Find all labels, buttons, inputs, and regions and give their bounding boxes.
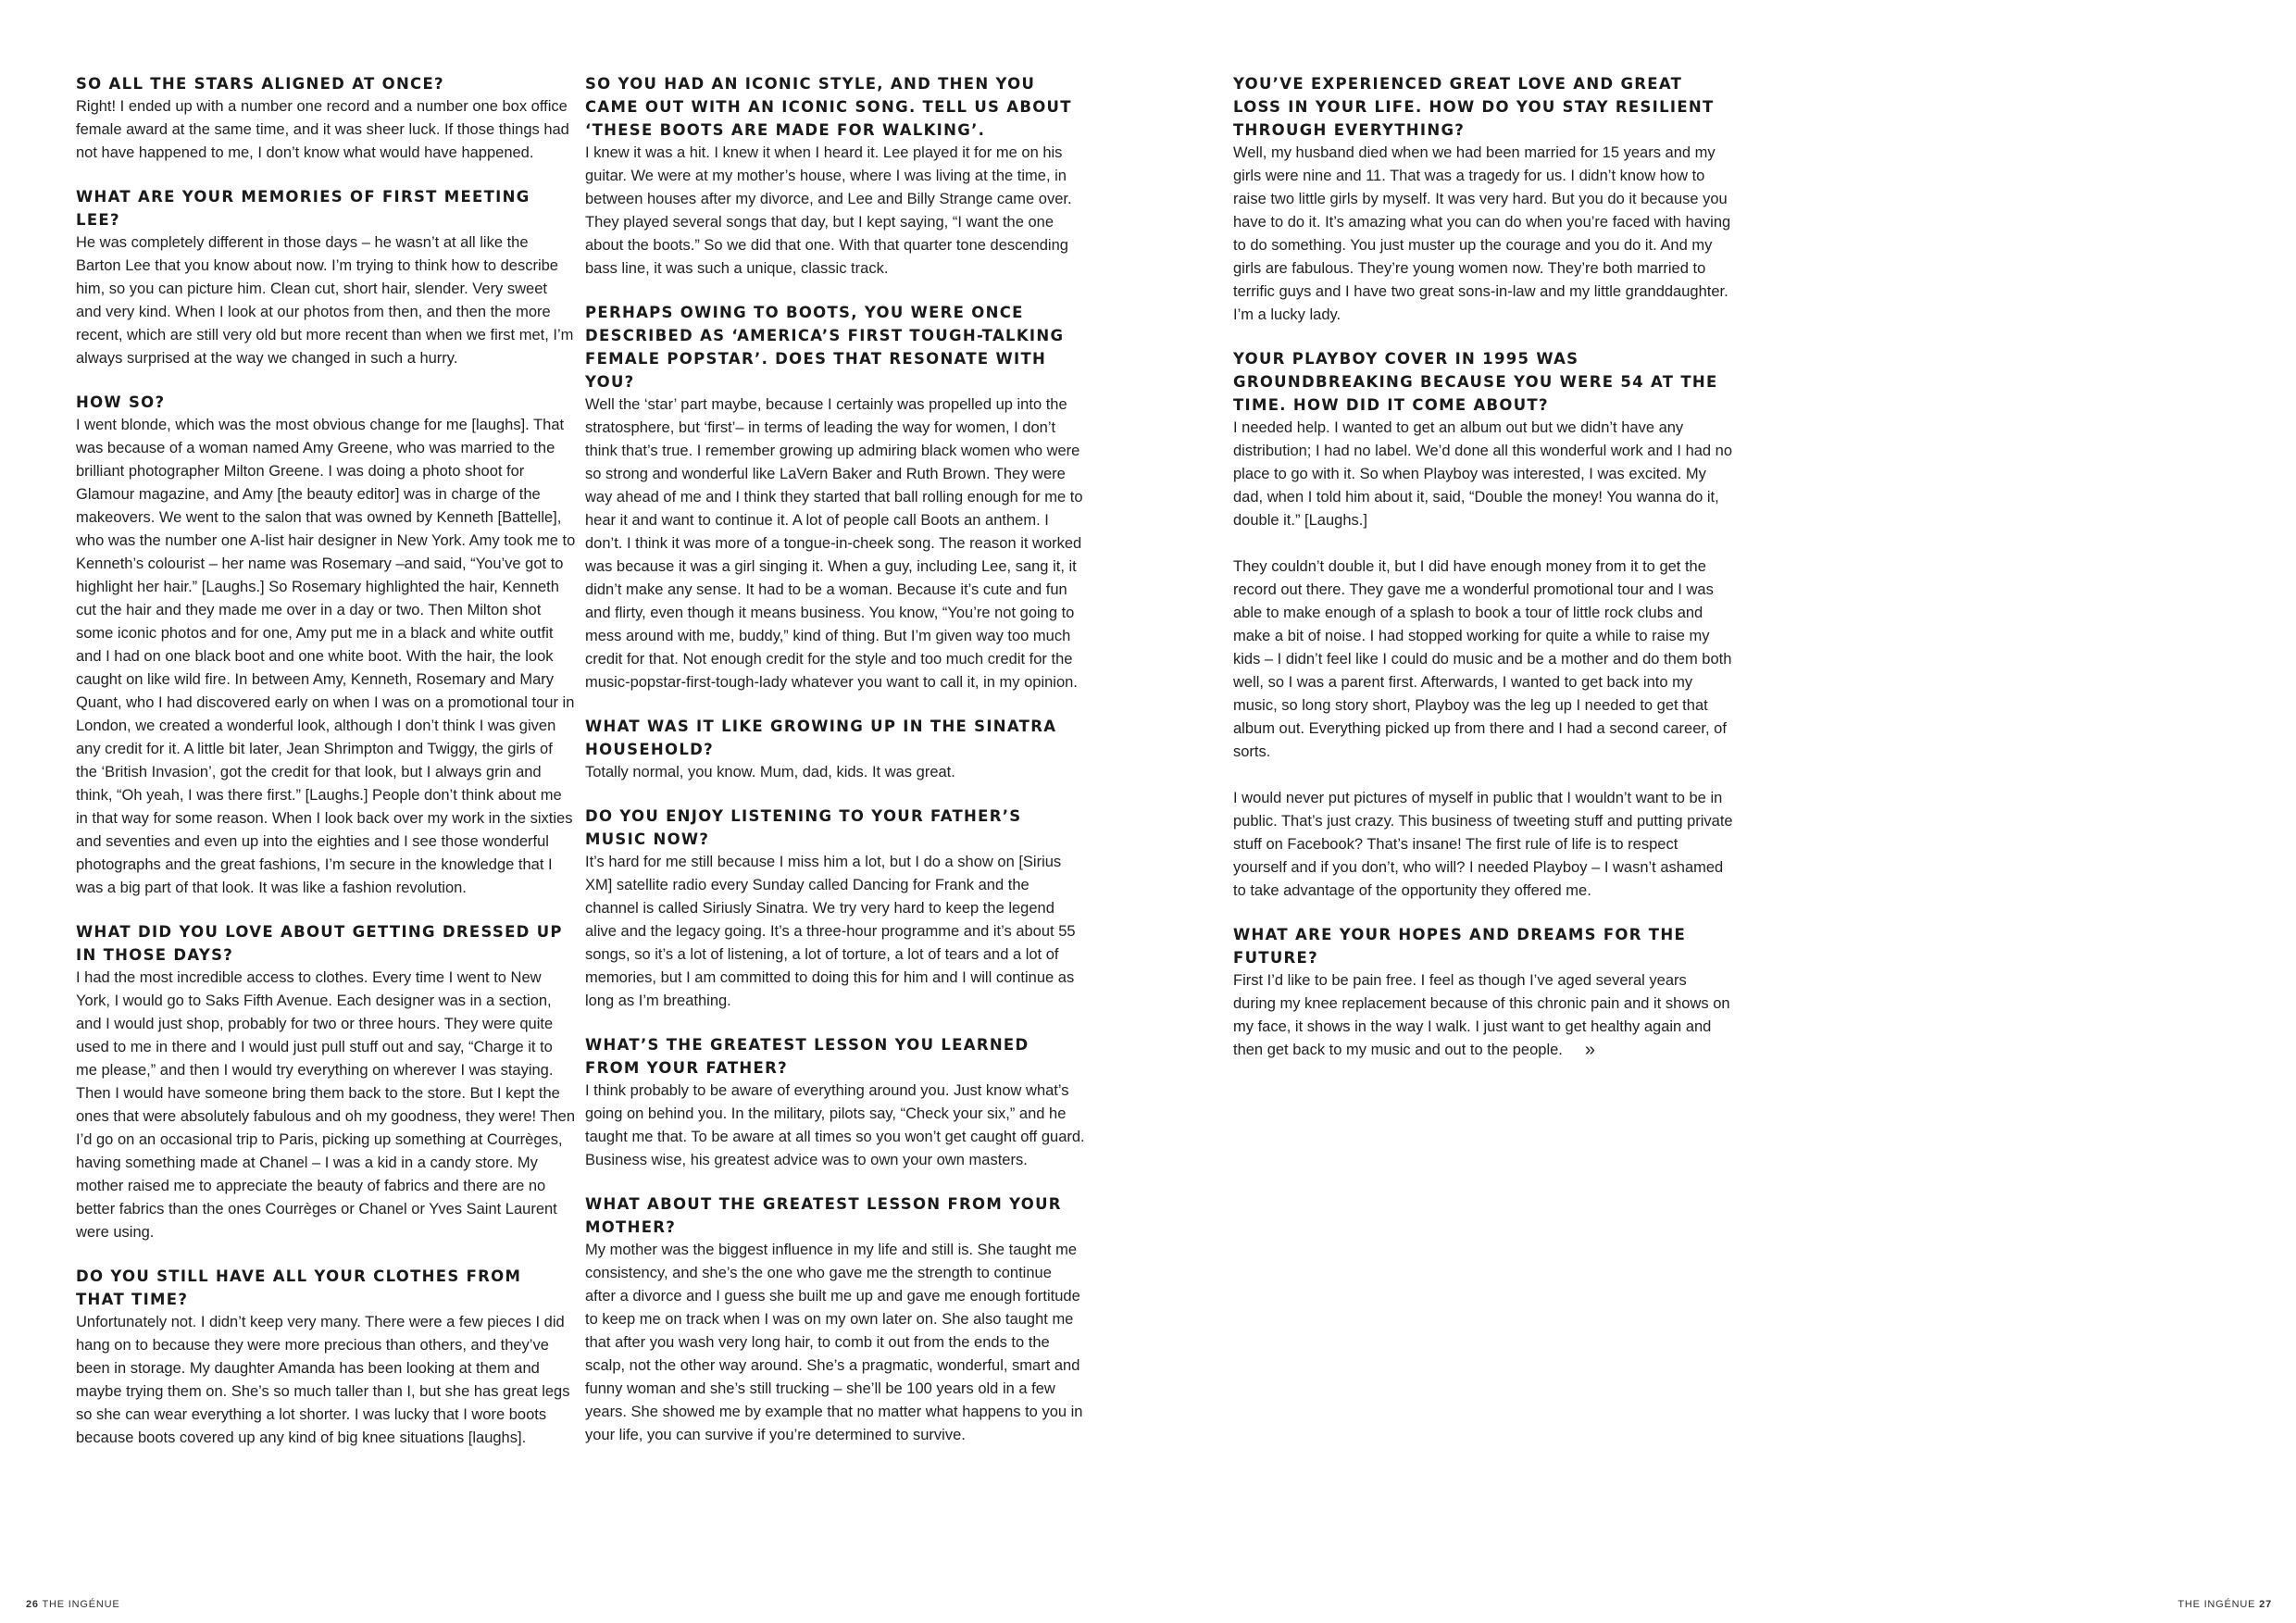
end-mark-icon: » [1584, 1040, 1596, 1060]
question-heading: WHAT ABOUT THE GREATEST LESSON FROM YOUR MOTHER? [585, 1195, 1062, 1236]
answer [585, 851, 1085, 1013]
qa-block [76, 920, 576, 1244]
question-heading: WHAT WAS IT LIKE GROWING UP IN THE SINATRA HOUSEHOLD? [585, 718, 1057, 758]
answer-text: I needed help. I wanted to get an album out but we didn’t have any distribution; I had no label. We’d done all this wonderful work and I had no place to go with it. So when Playboy was interested, I was excited. My dad, when I told him about it, said, “Double the money! You wanna do it, double it.” [Laughs.] [1233, 419, 1733, 529]
answer-text: Totally normal, you know. Mum, dad, kids. It was great. [585, 764, 955, 780]
qa-block [76, 1265, 576, 1450]
answer [76, 95, 576, 165]
answer-text: My mother was the biggest influence in my life and still is. She taught me consistency, and she’s the one who gave me the strength to continue after a divorce and I guess she built me up and gave me enough fortitude to keep me on track when I was on my own later on. She also taught me that after you wash very long hair, to comb it out from the ends to the scalp, not the other way around. She’s a pragmatic, wonderful, smart and funny woman and she’s still trucking – she’ll be 100 years old in a few years. She showed me by example that no matter what happens to you in your life, you can survive if you’re determined to survive. [585, 1242, 1083, 1443]
question-heading: DO YOU STILL HAVE ALL YOUR CLOTHES FROM THAT TIME? [76, 1267, 522, 1308]
answer [76, 1311, 576, 1450]
answer-text: Right! I ended up with a number one record and a number one box office female award at the same time, and it was sheer luck. If those things had not have happened to me, I don’t know what would have happened. [76, 98, 569, 161]
qa-block [1233, 347, 1733, 903]
question-heading: WHAT ARE YOUR HOPES AND DREAMS FOR THE FUTURE? [1233, 926, 1687, 967]
answer-text: First I’d like to be pain free. I feel as though I’ve aged several years during my knee replacement because of this chronic pain and it shows on my face, it shows in the way I walk. I just want to get healthy again and then get back to my music and out to the people. [1233, 972, 1730, 1058]
page-number-right: 27 [2259, 1599, 2272, 1610]
answer-paragraph [1233, 142, 1733, 327]
answer [76, 231, 576, 370]
qa-block [76, 391, 576, 900]
question-heading: WHAT DID YOU LOVE ABOUT GETTING DRESSED UP IN THOSE DAYS? [76, 923, 563, 964]
answer-paragraph [1233, 417, 1733, 532]
question-heading: DO YOU ENJOY LISTENING TO YOUR FATHER’S MUSIC NOW? [585, 807, 1022, 848]
answer-text: I would never put pictures of myself in public that I wouldn’t want to be in public. That’s just crazy. This business of tweeting stuff and putting private stuff on Facebook? That’s insane! The first rule of life is to respect yourself and if you don’t, who will? I needed Playboy – I wasn’t ashamed to take advantage of the opportunity they offered me. [1233, 790, 1733, 899]
answer-text: I knew it was a hit. I knew it when I heard it. Lee played it for me on his guitar. We were at my mother’s house, where I was living at the time, in between houses after my divorce, and Lee and Billy Strange came over. They played several songs that day, but I kept saying, “I want the one about the boots.” So we did that one. With that quarter tone descending bass line, it was such a unique, classic track. [585, 144, 1072, 277]
answer-text: I think probably to be aware of everything around you. Just know what’s going on behind you. In the military, pilots say, “Check your six,” and he taught me that. To be aware at all times so you won’t get caught off guard. Business wise, his greatest advice was to own your own masters. [585, 1082, 1085, 1168]
qa-block [585, 72, 1085, 281]
magazine-title-left: THE INGÉNUE [42, 1599, 120, 1610]
page-number-left: 26 [26, 1599, 39, 1610]
answer-text: Well, my husband died when we had been married for 15 years and my girls were nine and 11. That was a tragedy for us. I didn’t know how to raise two little girls by myself. It was very hard. But you do it because you have to do it. It’s amazing what you can do when you’re faced with having to do something. You just muster up the courage and you do it. And my girls are fabulous. They’re young women now. They’re both married to terrific guys and I have two great sons-in-law and my little granddaughter. I’m a lucky lady. [1233, 144, 1731, 323]
qa-block [1233, 923, 1733, 1062]
answer-text: They couldn’t double it, but I did have enough money from it to get the record out there. They gave me a wonderful promotional tour and I was able to make enough of a splash to book a tour of little rock clubs and make a bit of noise. I had stopped working for quite a while to raise my kids – I didn’t feel like I could do music and be a mother and do them both well, so I was a parent first. Afterwards, I wanted to get back into my music, so long story short, Playboy was the leg up I needed to get that album out. Everything picked up from there and I had a second career, of sorts. [1233, 558, 1732, 760]
answer-paragraph [76, 231, 576, 370]
qa-block [76, 185, 576, 370]
folio-right [2177, 1599, 2272, 1610]
qa-block [585, 1033, 1085, 1172]
question-heading: WHAT’S THE GREATEST LESSON YOU LEARNED FROM YOUR FATHER? [585, 1036, 1029, 1077]
magazine-title-right: THE INGÉNUE [2177, 1599, 2256, 1610]
question-heading: HOW SO? [76, 393, 166, 411]
answer-paragraph [585, 393, 1085, 694]
answer-paragraph [76, 95, 576, 165]
answer-text: Unfortunately not. I didn’t keep very many. There were a few pieces I did hang on to because they were more precious than others, and they’ve been in storage. My daughter Amanda has been looking at them and maybe trying them on. She’s so much taller than I, but she has great legs so she can wear everything a lot shorter. I was lucky that I wore boots because boots covered up any kind of big knee situations [laughs]. [76, 1314, 570, 1446]
qa-block [585, 715, 1085, 784]
answer [585, 393, 1085, 694]
question-heading: PERHAPS OWING TO BOOTS, YOU WERE ONCE DESCRIBED AS ‘AMERICA’S FIRST TOUGH-TALKING FEMALE POPSTAR’. DOES THAT RESONATE WITH YOU? [585, 304, 1065, 391]
column-3 [1233, 72, 1733, 1082]
question-heading: SO YOU HAD AN ICONIC STYLE, AND THEN YOU CAME OUT WITH AN ICONIC SONG. TELL US ABOUT ‘THESE BOOTS ARE MADE FOR WALKING’. [585, 75, 1072, 139]
answer-text: I had the most incredible access to clothes. Every time I went to New York, I would go to Saks Fifth Avenue. Each designer was in a section, and I would just shop, probably for two or three hours. They were quite used to me in there and I would just pull stuff out and say, “Charge it to me please,” and then I would try everything on wherever I was staying. Then I would have someone bring them back to the store. But I kept the ones that were absolutely fabulous and oh my goodness, they were! Then I’d go on an occasional trip to Paris, picking up something at Courrèges, having something made at Chanel – I was a kid in a candy store. My mother raised me to appreciate the beauty of fabrics and there are no better fabrics than the ones Courrèges or Chanel or Yves Saint Laurent were using. [76, 969, 576, 1241]
answer [585, 1080, 1085, 1172]
question-heading: SO ALL THE STARS ALIGNED AT ONCE? [76, 75, 444, 93]
answer [1233, 969, 1733, 1062]
answer-paragraph [1233, 787, 1733, 903]
answer-paragraph [585, 1080, 1085, 1172]
answer [1233, 142, 1733, 327]
answer [76, 414, 576, 900]
qa-block [585, 301, 1085, 694]
answer-paragraph [76, 1311, 576, 1450]
answer-text: It’s hard for me still because I miss him a lot, but I do a show on [Sirius XM] satellite radio every Sunday called Dancing for Frank and the channel is called Siriusly Sinatra. We try very hard to keep the legend alive and the legacy going. It’s a three-hour programme and it’s about 55 songs, so it’s a lot of listening, a lot of torture, a lot of tears and a lot of memories, but I am committed to doing this for him and I will continue as long as I’m breathing. [585, 854, 1076, 1009]
answer [585, 142, 1085, 281]
answer-paragraph [585, 851, 1085, 1013]
column-2 [585, 72, 1085, 1467]
answer-text: Well the ‘star’ part maybe, because I certainly was propelled up into the stratosphere, but ‘first’– in terms of leading the way for women, I don’t think that’s true. I remember growing up admiring black women who were so strong and wonderful like LaVern Baker and Ruth Brown. They were way ahead of me and I think they started that ball rolling enough for me to hear it and want to continue it. A lot of people call Boots an anthem. I don’t. I think it was more of a tongue-in-cheek song. The reason it worked was because it was a girl singing it. When a guy, including Lee, sang it, it didn’t make any sense. It had to be a woman. Because it’s cute and fun and flirty, even though it means business. You know, “You’re not going to mess around with me, buddy,” kind of thing. But I’m given way too much credit for that. Not enough credit for the style and too much credit for the music-popstar-first-tough-lady whatever you want to call it, in my opinion. [585, 396, 1083, 691]
answer-paragraph [76, 414, 576, 900]
answer [585, 1239, 1085, 1447]
answer [585, 761, 1085, 784]
answer [76, 967, 576, 1244]
column-1 [76, 72, 576, 1470]
answer-text: He was completely different in those days – he wasn’t at all like the Barton Lee that you know about now. I’m trying to think how to describe him, so you can picture him. Clean cut, short hair, slender. Very sweet and very kind. When I look at our photos from then, and then the more recent, which are still very old but more recent than when we first met, I’m always surprised at the way we changed in such a hurry. [76, 234, 574, 367]
question-heading: WHAT ARE YOUR MEMORIES OF FIRST MEETING LEE? [76, 188, 530, 229]
answer-paragraph [585, 1239, 1085, 1447]
qa-block [76, 72, 576, 165]
answer [1233, 417, 1733, 903]
answer-paragraph [1233, 556, 1733, 764]
folio-left [26, 1599, 120, 1610]
question-heading: YOUR PLAYBOY COVER IN 1995 WAS GROUNDBREAKING BECAUSE YOU WERE 54 AT THE TIME. HOW DID IT COME ABOUT? [1233, 350, 1718, 414]
answer-paragraph [76, 967, 576, 1244]
qa-block [1233, 72, 1733, 327]
question-heading: YOU’VE EXPERIENCED GREAT LOVE AND GREAT LOSS IN YOUR LIFE. HOW DO YOU STAY RESILIENT THROUGH EVERYTHING? [1233, 75, 1715, 139]
qa-block [585, 805, 1085, 1013]
answer-paragraph [1233, 969, 1733, 1062]
answer-text: I went blonde, which was the most obvious change for me [laughs]. That was because of a woman named Amy Greene, who was married to the brilliant photographer Milton Greene. I was doing a photo shoot for Glamour magazine, and Amy [the beauty editor] was in charge of the makeovers. We went to the salon that was owned by Kenneth [Battelle], who was the number one A-list hair designer in New York. Amy took me to Kenneth’s colourist – her name was Rosemary –and said, “You’ve got to highlight her hair.” [Laughs.] So Rosemary highlighted the hair, Kenneth cut the hair and they made me over in a day or two. Then Milton shot some iconic photos and for one, Amy put me in a black and white outfit and I had on one black boot and one white boot. With the hair, the look caught on like wild fire. In between Amy, Kenneth, Rosemary and Mary Quant, who I had discovered early on when I was on a promotional tour in London, we created a wonderful look, although I don’t think I was given any credit for it. A little bit later, Jean Shrimpton and Twiggy, the girls of the ‘British Invasion’, got the credit for that look, but I always grin and think, “Oh yeah, I was there first.” [Laughs.] People don’t think about me in that way for some reason. When I look back over my work in the sixties and seventies and even up into the eighties and I see those wonderful photographs and the great fashions, I’m secure in the knowledge that I was a big part of that look. It was like a fashion revolution. [76, 417, 576, 896]
qa-block [585, 1192, 1085, 1447]
answer-paragraph [585, 761, 1085, 784]
answer-paragraph [585, 142, 1085, 281]
